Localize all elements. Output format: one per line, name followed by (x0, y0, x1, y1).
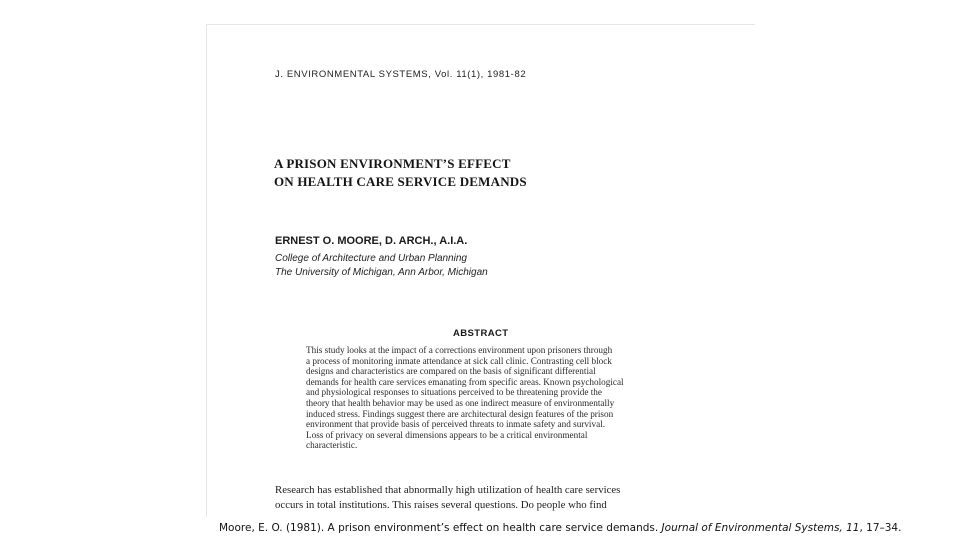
abstract-line: This study looks at the impact of a corrections environment upon prisoners through (306, 345, 613, 355)
abstract-line: and physiological responses to situations perceived to be threatening provide the (306, 387, 602, 398)
abstract-line: demands for health care services emanating from specific areas. Known psychological (306, 376, 624, 387)
caption-pages: , 17–34. (859, 522, 902, 534)
article-title-line-2: ON HEALTH CARE SERVICE DEMANDS (274, 174, 527, 189)
caption-journal-name: Journal of Environmental Systems, 11 (661, 522, 860, 534)
abstract-line: Loss of privacy on several dimensions appears to be a critical environmental (306, 429, 588, 440)
scanned-article-page (206, 24, 755, 517)
reference-caption (219, 522, 901, 534)
author-affiliation-university: The University of Michigan, Ann Arbor, Michigan (275, 267, 488, 278)
abstract-line: environment that provide basis of perceived threats to inmate safety and survival. (306, 419, 606, 430)
abstract-heading: ABSTRACT (453, 328, 509, 339)
abstract-line: characteristic. (306, 440, 358, 451)
abstract-line: a process of monitoring inmate attendance at sick call clinic. Contrasting cell block (306, 355, 612, 366)
author-affiliation-college: College of Architecture and Urban Planning (275, 253, 467, 264)
article-title (274, 155, 527, 191)
caption-citation-text: Moore, E. O. (1981). A prison environment’s effect on health care service demands. (219, 522, 662, 534)
body-line: occurs in total institutions. This raises several questions. Do people who find (275, 499, 607, 511)
article-title-line-1: A PRISON ENVIRONMENT’S EFFECT (274, 156, 511, 171)
abstract-line: designs and characteristics are compared on the basis of significant differential (306, 366, 596, 377)
author-name: ERNEST O. MOORE, D. ARCH., A.I.A. (275, 235, 468, 247)
body-line: Research has established that abnormally high utilization of health care services (275, 484, 621, 496)
abstract-line: induced stress. Findings suggest there are architectural design features of the prison (306, 408, 614, 419)
abstract-line: theory that health behavior may be used as one indirect measure of environmentally (306, 398, 615, 408)
journal-citation-header: J. ENVIRONMENTAL SYSTEMS, Vol. 11(1), 1981-82 (275, 69, 527, 80)
